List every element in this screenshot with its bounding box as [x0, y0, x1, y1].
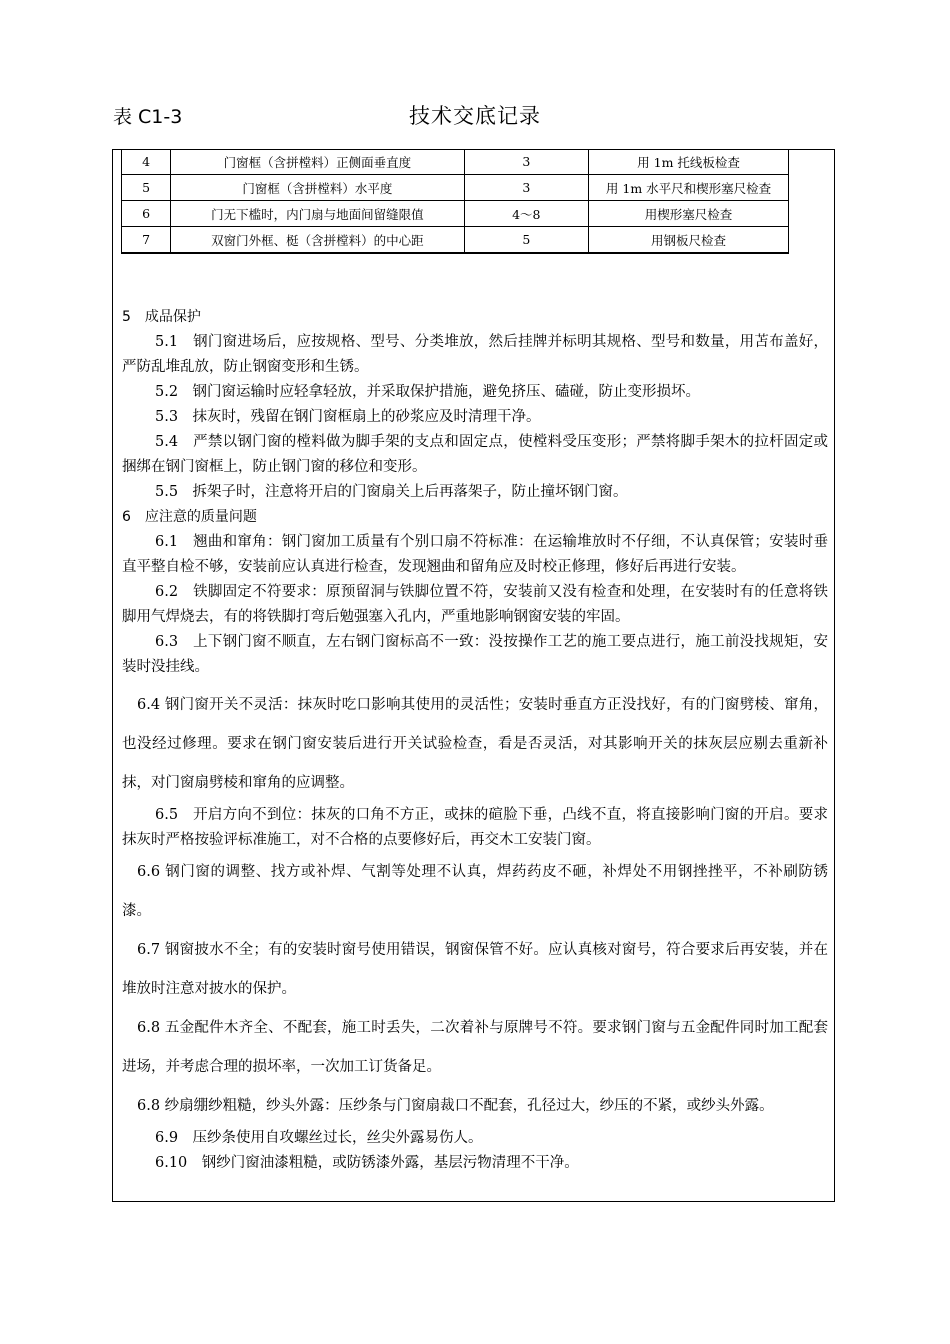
form-code: 表 C1-3: [113, 106, 183, 128]
row-value: 3: [464, 149, 589, 175]
paragraph-5-5: 5.5 拆架子时，注意将开启的门窗扇关上后再落架子，防止撞坏钢门窗。: [155, 484, 628, 500]
row-number: 5: [122, 175, 171, 201]
paragraph-5-1: 5.1 钢门窗进场后，应按规格、型号、分类堆放，然后挂牌并标明其规格、型号和数量，用苫布盖好，严防乱堆乱放，防止钢窗变形和生锈。: [122, 334, 828, 375]
paragraph-5-3: 5.3 抹灰时，残留在钢门窗框扇上的砂浆应及时清理干净。: [155, 409, 541, 425]
paragraph-6-6: 6.6 钢门窗的调整、找方或补焊、气割等处理不认真，焊药药皮不砸，补焊处不用钢挫挫平，不补刷防锈漆。: [122, 864, 828, 919]
paragraph-6-4: 6.4 钢门窗开关不灵活：抹灰时吃口影响其使用的灵活性；安装时垂直方正没找好，有的门窗劈棱、窜角，也没经过修理。要求在钢门窗安装后进行开关试验检查，看是否灵活，对其影响开关的抹灰层应剔去重新补抹，对门窗扇劈棱和窜角的应调整。: [122, 697, 828, 791]
row-value: 5: [464, 227, 589, 254]
row-method: 用 1m 托线板检查: [589, 149, 789, 175]
paragraph-5-4: 5.4 严禁以钢门窗的樘料做为脚手架的支点和固定点，使樘料受压变形；严禁将脚手架木的拉杆固定或捆绑在钢门窗框上，防止钢门窗的移位和变形。: [122, 434, 828, 475]
row-value: 3: [464, 175, 589, 201]
row-number: 6: [122, 201, 171, 227]
paragraph-6-8b: 6.8 纱扇绷纱粗糙，纱头外露：压纱条与门窗扇裁口不配套，孔径过大，纱压的不紧，或纱头外露。: [137, 1098, 774, 1114]
row-method: 用钢板尺检查: [589, 227, 789, 254]
paragraph-5-2: 5.2 钢门窗运输时应轻拿轻放，并采取保护措施，避免挤压、磕碰，防止变形损坏。: [155, 384, 701, 400]
section-5-heading: 5 成品保护: [122, 309, 201, 325]
tolerance-table: [121, 149, 789, 254]
paragraph-6-10: 6.10 钢纱门窗油漆粗糙，或防锈漆外露，基层污物清理不干净。: [155, 1155, 579, 1171]
table-row: [122, 149, 789, 175]
document-body: [122, 305, 828, 1176]
paragraph-6-8a: 6.8 五金配件木齐全、不配套，施工时丢失，二次着补与原牌号不符。要求钢门窗与五金配件同时加工配套进场，并考虑合理的损坏率，一次加工订货备足。: [122, 1020, 828, 1075]
paragraph-6-5: 6.5 开启方向不到位：抹灰的口角不方正，或抹的碹脸下垂，凸线不直，将直接影响门窗的开启。要求抹灰时严格按验评标准施工，对不合格的点要修好后，再交木工安装门窗。: [122, 807, 828, 848]
row-method: 用楔形塞尺检查: [589, 201, 789, 227]
row-number: 4: [122, 149, 171, 175]
table-row: [122, 201, 789, 227]
row-method: 用 1m 水平尺和楔形塞尺检查: [589, 175, 789, 201]
paragraph-6-9: 6.9 压纱条使用自攻螺丝过长，丝尖外露易伤人。: [155, 1130, 483, 1146]
section-6-heading: 6 应注意的质量问题: [122, 509, 257, 525]
table-row: [122, 227, 789, 254]
document-title: 技术交底记录: [409, 104, 541, 128]
row-item: 双窗门外框、梃（含拼樘料）的中心距: [171, 227, 464, 254]
row-number: 7: [122, 227, 171, 254]
paragraph-6-3: 6.3 上下钢门窗不顺直，左右钢门窗标高不一致：没按操作工艺的施工要点进行，施工前没找规矩，安装时没挂线。: [122, 634, 828, 675]
paragraph-6-7: 6.7 钢窗披水不全；有的安装时窗号使用错误，钢窗保管不好。应认真核对窗号，符合要求后再安装，并在堆放时注意对披水的保护。: [122, 942, 828, 997]
row-value: 4～8: [464, 201, 589, 227]
row-item: 门无下槛时，内门扇与地面间留缝限值: [171, 201, 464, 227]
row-item: 门窗框（含拼樘料）水平度: [171, 175, 464, 201]
paragraph-6-2: 6.2 铁脚固定不符要求：原预留洞与铁脚位置不符，安装前又没有检查和处理，在安装时有的任意将铁脚用气焊烧去，有的将铁脚打弯后勉强塞入孔内，严重地影响钢窗安装的牢固。: [122, 584, 828, 625]
row-item: 门窗框（含拼樘料）正侧面垂直度: [171, 149, 464, 175]
table-row: [122, 175, 789, 201]
paragraph-6-1: 6.1 翘曲和窜角：钢门窗加工质量有个别口扇不符标准：在运输堆放时不仔细，不认真保管；安装时垂直平整自检不够，安装前应认真进行检查，发现翘曲和留角应及时校正修理，修好后再进行安装。: [122, 534, 828, 575]
